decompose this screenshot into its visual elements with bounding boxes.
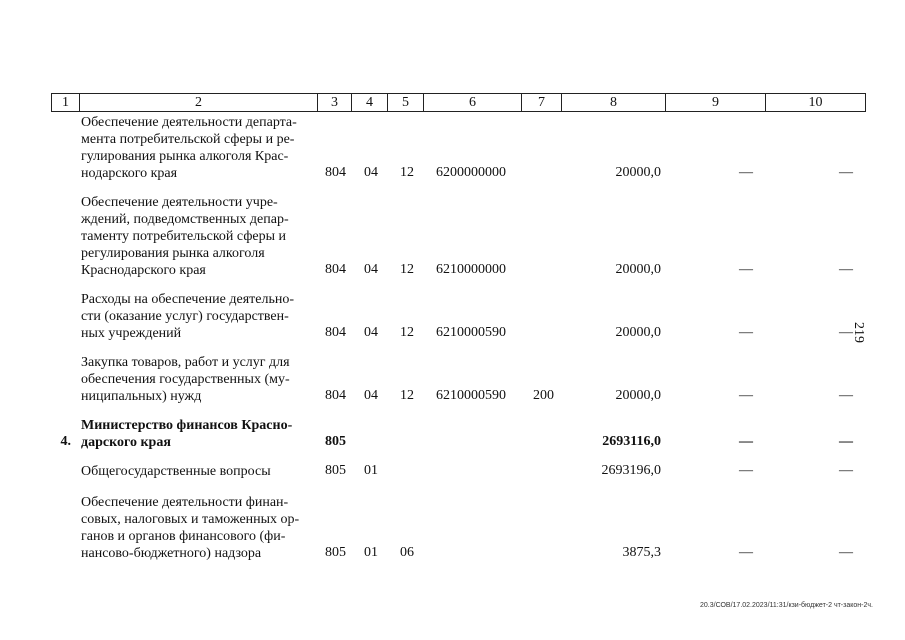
cell-pr: 12 [400, 325, 414, 340]
row-name-line: Министерство финансов Красно- [81, 418, 293, 433]
cell-col9: — [739, 388, 753, 403]
column-header-7: 7 [522, 94, 562, 112]
row-name [81, 354, 317, 405]
cell-rz: 04 [364, 165, 378, 180]
column-header-6: 6 [424, 94, 522, 112]
row-name-line: нансово-бюджетного) надзора [81, 546, 262, 561]
cell-amount: 20000,0 [615, 388, 661, 403]
row-name-line: таменту потребительской сферы и [81, 229, 286, 244]
cell-ved: 804 [325, 325, 346, 340]
cell-ved: 805 [325, 463, 346, 478]
row-name [81, 417, 317, 451]
budget-rows [51, 114, 865, 574]
cell-pr: 12 [400, 262, 414, 277]
cell-col10: — [839, 463, 853, 478]
cell-amount: 2693196,0 [601, 463, 661, 478]
row-name-line: гулирования рынка алкоголя Крас- [81, 149, 289, 164]
cell-col10: — [839, 262, 853, 277]
cell-pr: 12 [400, 165, 414, 180]
row-name-line: Общегосударственные вопросы [81, 464, 271, 479]
row-name [81, 291, 317, 342]
cell-col10: — [839, 434, 853, 449]
row-name-line: регулирования рынка алкоголя [81, 246, 265, 261]
cell-rz: 04 [364, 262, 378, 277]
row-name-line: Краснодарского края [81, 263, 206, 278]
cell-col9: — [739, 325, 753, 340]
table-row [51, 114, 865, 182]
column-header-5: 5 [388, 94, 424, 112]
cell-ved: 804 [325, 388, 346, 403]
row-name-line: сти (оказание услуг) государствен- [81, 309, 289, 324]
cell-rz: 04 [364, 325, 378, 340]
cell-ved: 805 [325, 545, 346, 560]
column-header-10: 10 [766, 94, 866, 112]
row-name-line: Обеспечение деятельности департа- [81, 115, 297, 130]
row-number: 4. [60, 434, 71, 449]
row-name-line: Обеспечение деятельности учре- [81, 195, 278, 210]
row-name-line: обеспечения государственных (му- [81, 372, 290, 387]
cell-vr: 200 [533, 388, 554, 403]
row-name-line: совых, налоговых и таможенных ор- [81, 512, 300, 527]
cell-pr: 06 [400, 545, 414, 560]
row-name-line: нодарского края [81, 166, 178, 181]
row-name-line: Расходы на обеспечение деятельно- [81, 292, 294, 307]
table-row [51, 494, 865, 562]
row-name-line: ниципальных) нужд [81, 389, 202, 404]
cell-pr: 12 [400, 388, 414, 403]
cell-csr: 6210000590 [436, 388, 506, 403]
column-header-4: 4 [352, 94, 388, 112]
table-row [51, 291, 865, 342]
cell-col10: — [839, 325, 853, 340]
cell-csr: 6200000000 [436, 165, 506, 180]
row-name-line: ждений, подведомственных депар- [81, 212, 289, 227]
column-header-8: 8 [562, 94, 666, 112]
column-header-1: 1 [52, 94, 80, 112]
row-name-line: дарского края [81, 435, 171, 450]
row-name-line: мента потребительской сферы и ре- [81, 132, 295, 147]
column-header-table [51, 93, 866, 112]
column-header-2: 2 [80, 94, 318, 112]
cell-col10: — [839, 165, 853, 180]
row-name [81, 494, 317, 562]
row-name [81, 114, 317, 182]
table-row [51, 417, 865, 451]
row-name-line: ганов и органов финансового (фи- [81, 529, 286, 544]
cell-col10: — [839, 545, 853, 560]
cell-csr: 6210000590 [436, 325, 506, 340]
cell-amount: 20000,0 [615, 165, 661, 180]
cell-rz: 04 [364, 388, 378, 403]
cell-amount: 2693116,0 [602, 434, 661, 449]
column-header-9: 9 [666, 94, 766, 112]
cell-col9: — [739, 545, 753, 560]
cell-col10: — [839, 388, 853, 403]
table-row [51, 463, 865, 480]
page-number: 219 [851, 322, 866, 343]
cell-col9: — [739, 463, 753, 478]
column-header-3: 3 [318, 94, 352, 112]
row-name [81, 194, 317, 279]
cell-ved: 804 [325, 165, 346, 180]
cell-amount: 3875,3 [622, 545, 661, 560]
cell-amount: 20000,0 [615, 325, 661, 340]
table-row [51, 194, 865, 279]
cell-csr: 6210000000 [436, 262, 506, 277]
cell-amount: 20000,0 [615, 262, 661, 277]
footer-note: 20.3/СОВ/17.02.2023/11:31/кзи-бюджет-2 чт-закон-2ч. [700, 602, 873, 609]
cell-rz: 01 [364, 545, 378, 560]
row-name [81, 463, 317, 480]
cell-ved: 804 [325, 262, 346, 277]
row-name-line: Обеспечение деятельности финан- [81, 495, 289, 510]
cell-col9: — [739, 262, 753, 277]
row-name-line: ных учреждений [81, 326, 182, 341]
table-row [51, 354, 865, 405]
row-name-line: Закупка товаров, работ и услуг для [81, 355, 290, 370]
cell-rz: 01 [364, 463, 378, 478]
cell-col9: — [739, 434, 753, 449]
cell-ved: 805 [325, 434, 346, 449]
cell-col9: — [739, 165, 753, 180]
